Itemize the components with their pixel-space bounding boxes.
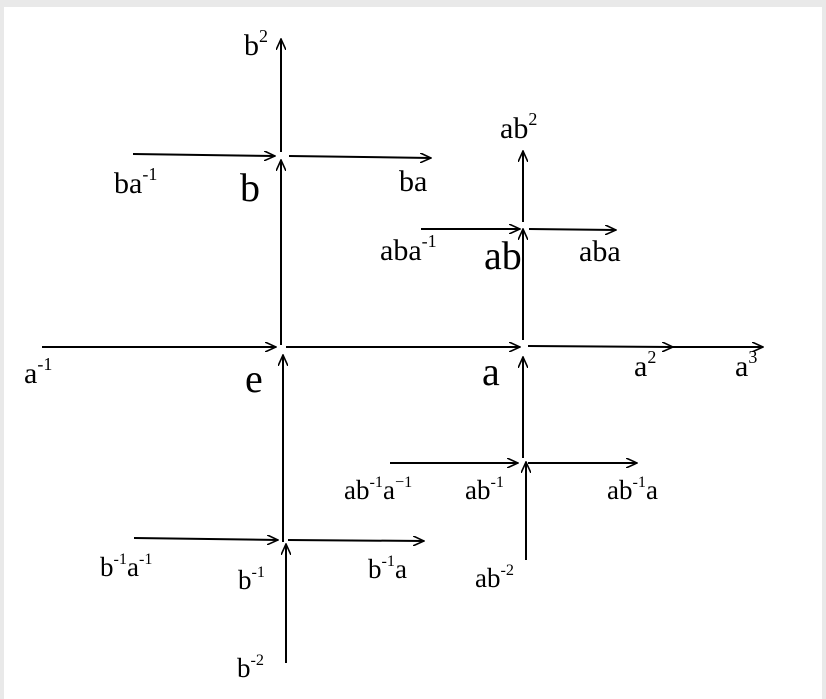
edge-ab-to-aba (529, 229, 616, 230)
edge-b-inv-a-inv-to-b-inv (134, 538, 278, 540)
label-ab: ab (484, 233, 522, 278)
label-aba-inv: aba$^{-1}$ (380, 230, 437, 267)
label-aba: aba (579, 235, 621, 268)
label-ba: ba (399, 165, 428, 198)
label-ab2: $ab^2$ (500, 108, 538, 145)
edge-ba-inv-to-b (133, 154, 275, 156)
label-ab-inv-a: $ab^{-1}a$ (607, 472, 658, 505)
label-b-inv-a-inv: $b^{-1}a^{-1}$ (100, 549, 153, 582)
label-b2: $b^2$ (244, 25, 268, 62)
diagram-canvas (4, 7, 822, 699)
label-e: e (245, 356, 263, 401)
label-b-inv: $b^{-1}$ (238, 562, 265, 595)
edge-b-to-ba (289, 156, 431, 158)
label-b: b (240, 165, 260, 210)
cayley-graph (4, 7, 822, 699)
label-ba-inv: $ba^{-1}$ (114, 163, 158, 200)
label-ab-inv-a-inv: $ab^{-1}a^{-1}$ (344, 472, 413, 505)
label-a2: $a^2$ (634, 346, 657, 383)
label-b-inv2: $b^{-2}$ (237, 650, 264, 683)
label-a: a (482, 349, 500, 394)
label-ab-inv: $ab^{-1}$ (465, 472, 504, 505)
label-a-inv: $a^{-1}$ (24, 353, 53, 390)
label-b-inv-a: $b^{-1}a$ (368, 551, 407, 584)
edge-b-inv-to-b-inv-a (288, 540, 424, 541)
label-a3: $a^3$ (735, 346, 758, 383)
label-ab-inv2: $ab^{-2}$ (475, 560, 514, 593)
